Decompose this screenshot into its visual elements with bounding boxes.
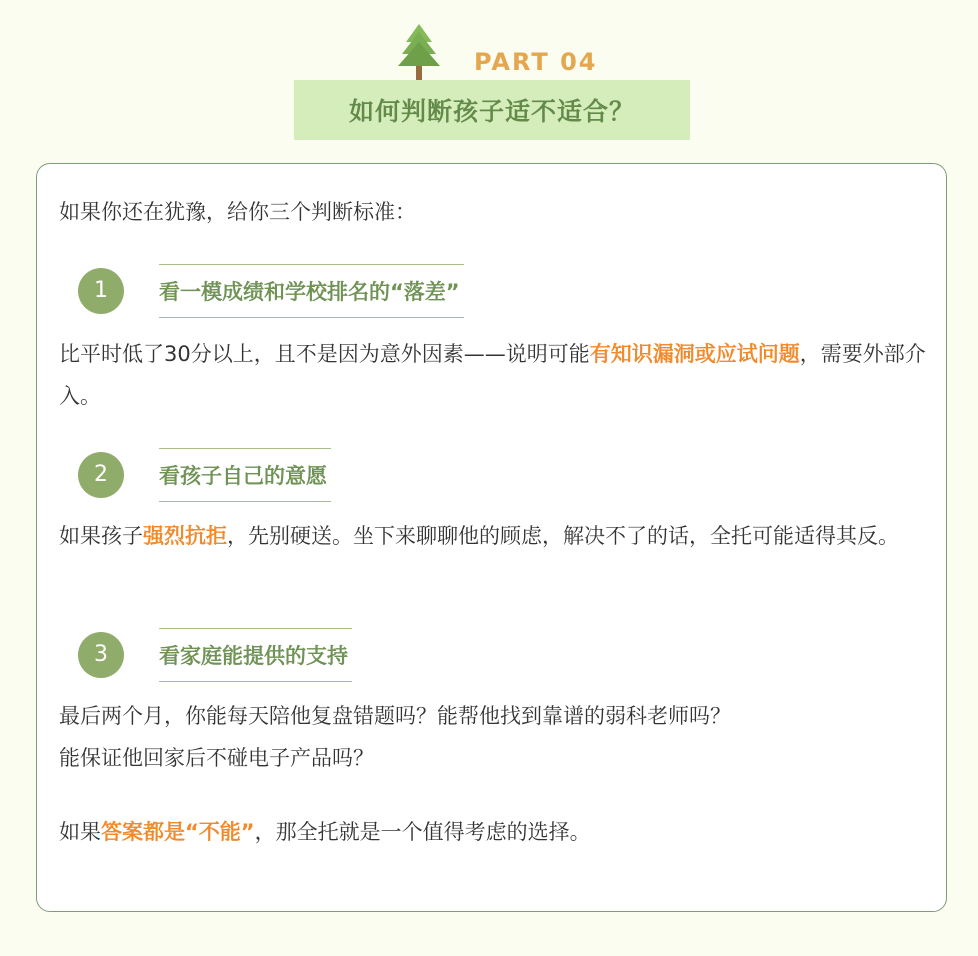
body-text: ，那全托就是一个值得考虑的选择。: [254, 820, 591, 844]
body-line: 能保证他回家后不碰电子产品吗？: [59, 746, 374, 770]
content-card: [36, 163, 947, 912]
part-label: PART 04: [474, 48, 598, 76]
body-text: 如果: [59, 820, 101, 844]
criterion-title: 看一模成绩和学校排名的“落差”: [159, 264, 464, 318]
number-badge: 3: [78, 632, 124, 678]
page-title: 如何判断孩子适不适合？: [348, 97, 635, 126]
title-box: [294, 80, 690, 140]
criterion-2-body: [59, 515, 929, 557]
body-text: ，需要外部介入。: [59, 342, 926, 408]
criterion-1-body: [59, 333, 929, 417]
intro-text: 如果你还在犹豫，给你三个判断标准：: [59, 200, 416, 224]
conclusion: [59, 811, 929, 853]
body-text: 比平时低了30分以上，且不是因为意外因素——说明可能: [59, 342, 590, 366]
highlight-text: 答案都是“不能”: [101, 820, 255, 844]
highlight-text: 强烈抗拒: [143, 524, 227, 548]
criterion-title: 看孩子自己的意愿: [159, 448, 331, 502]
number-badge: 1: [78, 268, 124, 314]
criterion-title: 看家庭能提供的支持: [159, 628, 352, 682]
body-text: ，先别硬送。坐下来聊聊他的顾虑，解决不了的话，全托可能适得其反。: [227, 524, 899, 548]
header: [0, 0, 978, 150]
number-badge: 2: [78, 452, 124, 498]
criterion-3-body: [59, 695, 929, 779]
body-line: 最后两个月，你能每天陪他复盘错题吗？能帮他找到靠谱的弱科老师吗？: [59, 704, 731, 728]
tree-icon: [394, 22, 444, 80]
body-text: 如果孩子: [59, 524, 143, 548]
highlight-text: 有知识漏洞或应试问题: [589, 342, 800, 366]
